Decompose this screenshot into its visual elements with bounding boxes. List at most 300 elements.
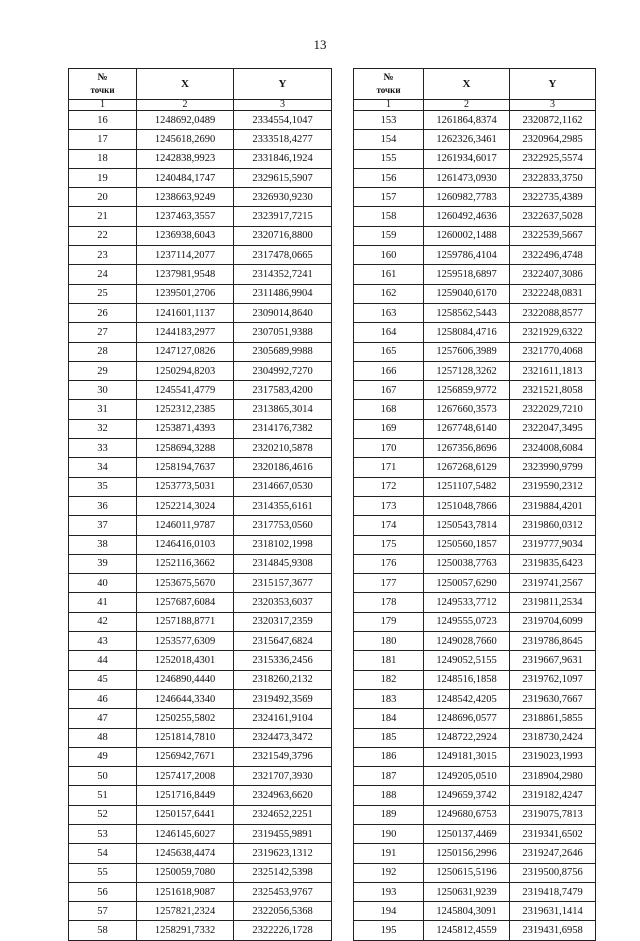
y-coordinate-cell: 2319786,8645 (510, 632, 596, 651)
point-number-cell: 172 (354, 477, 424, 496)
point-number-cell: 161 (354, 265, 424, 284)
point-number-cell: 55 (69, 863, 137, 882)
table-row (69, 477, 332, 496)
table-row (354, 303, 596, 322)
table-row (354, 689, 596, 708)
x-coordinate-cell: 1258084,4716 (424, 323, 510, 342)
point-number-sublabel: точки (376, 85, 401, 95)
point-number-cell: 158 (354, 207, 424, 226)
y-coordinate-cell: 2322047,3495 (510, 419, 596, 438)
y-coordinate-cell: 2324473,3472 (234, 728, 332, 747)
x-coordinate-cell: 1259518,6897 (424, 265, 510, 284)
table-row (69, 439, 332, 458)
table-row (354, 728, 596, 747)
y-coordinate-cell: 2319075,7813 (510, 805, 596, 824)
point-number-cell: 188 (354, 786, 424, 805)
point-number-cell: 34 (69, 458, 137, 477)
table-row (69, 805, 332, 824)
y-header: Y (510, 69, 596, 100)
x-coordinate-cell: 1249181,3015 (424, 747, 510, 766)
table-row (354, 342, 596, 361)
table-row (354, 188, 596, 207)
point-number-sublabel: точки (90, 85, 115, 95)
table-row (69, 824, 332, 843)
point-number-cell: 195 (354, 921, 424, 940)
x-coordinate-cell: 1252018,4301 (137, 651, 234, 670)
point-number-cell: 38 (69, 535, 137, 554)
table-row (69, 670, 332, 689)
x-coordinate-cell: 1241601,1137 (137, 303, 234, 322)
x-coordinate-cell: 1247127,0826 (137, 342, 234, 361)
coordinates-table-left (68, 68, 332, 941)
table-row (354, 554, 596, 573)
y-coordinate-cell: 2324008,6084 (510, 439, 596, 458)
table-row (69, 168, 332, 187)
table-row (354, 844, 596, 863)
y-coordinate-cell: 2317478,0665 (234, 246, 332, 265)
x-coordinate-cell: 1250560,1857 (424, 535, 510, 554)
point-number-cell: 39 (69, 554, 137, 573)
table-row (354, 361, 596, 380)
point-number-cell: 50 (69, 767, 137, 786)
x-coordinate-cell: 1251107,5482 (424, 477, 510, 496)
x-coordinate-cell: 1258291,7332 (137, 921, 234, 940)
x-coordinate-cell: 1250038,7763 (424, 554, 510, 573)
point-number-cell: 37 (69, 516, 137, 535)
point-number-cell: 52 (69, 805, 137, 824)
point-number-cell: 42 (69, 612, 137, 631)
y-coordinate-cell: 2307051,9388 (234, 323, 332, 342)
x-coordinate-cell: 1252214,3024 (137, 496, 234, 515)
x-coordinate-cell: 1249680,6753 (424, 805, 510, 824)
point-number-cell: 43 (69, 632, 137, 651)
point-number-cell: 41 (69, 593, 137, 612)
y-coordinate-cell: 2322637,5028 (510, 207, 596, 226)
x-coordinate-cell: 1258694,3288 (137, 439, 234, 458)
point-number-cell: 176 (354, 554, 424, 573)
table-row (354, 882, 596, 901)
y-coordinate-cell: 2319182,4247 (510, 786, 596, 805)
point-number-cell: 166 (354, 361, 424, 380)
coordinates-body-right (354, 111, 596, 941)
point-number-symbol: № (383, 72, 394, 83)
y-coordinate-cell: 2322833,3750 (510, 168, 596, 187)
table-row (69, 303, 332, 322)
point-number-cell: 46 (69, 689, 137, 708)
x-coordinate-cell: 1257687,6084 (137, 593, 234, 612)
y-coordinate-cell: 2319762,1097 (510, 670, 596, 689)
point-number-cell: 19 (69, 168, 137, 187)
table-row (69, 863, 332, 882)
x-coordinate-cell: 1246644,3340 (137, 689, 234, 708)
point-number-cell: 56 (69, 882, 137, 901)
x-coordinate-cell: 1249205,0510 (424, 767, 510, 786)
table-row (354, 535, 596, 554)
x-coordinate-cell: 1246890,4440 (137, 670, 234, 689)
point-number-cell: 48 (69, 728, 137, 747)
point-number-cell: 162 (354, 284, 424, 303)
table-row (69, 921, 332, 940)
y-coordinate-cell: 2319623,1312 (234, 844, 332, 863)
y-coordinate-cell: 2324963,6620 (234, 786, 332, 805)
table-row (354, 824, 596, 843)
y-coordinate-cell: 2322226,1728 (234, 921, 332, 940)
x-coordinate-cell: 1248722,2924 (424, 728, 510, 747)
y-coordinate-cell: 2311486,9904 (234, 284, 332, 303)
y-coordinate-cell: 2319741,2567 (510, 574, 596, 593)
y-coordinate-cell: 2321521,8058 (510, 381, 596, 400)
x-coordinate-cell: 1250057,6290 (424, 574, 510, 593)
y-coordinate-cell: 2317583,4200 (234, 381, 332, 400)
x-coordinate-cell: 1249555,0723 (424, 612, 510, 631)
table-row (69, 207, 332, 226)
y-coordinate-cell: 2322056,5368 (234, 902, 332, 921)
point-number-cell: 177 (354, 574, 424, 593)
x-coordinate-cell: 1258194,7637 (137, 458, 234, 477)
y-coordinate-cell: 2314176,7382 (234, 419, 332, 438)
y-coordinate-cell: 2317753,0560 (234, 516, 332, 535)
table-row (354, 747, 596, 766)
table-row (69, 130, 332, 149)
y-coordinate-cell: 2323990,9799 (510, 458, 596, 477)
y-coordinate-cell: 2321770,4068 (510, 342, 596, 361)
y-coordinate-cell: 2319455,9891 (234, 824, 332, 843)
y-coordinate-cell: 2319811,2534 (510, 593, 596, 612)
point-number-cell: 192 (354, 863, 424, 882)
point-number-cell: 57 (69, 902, 137, 921)
x-coordinate-cell: 1250156,2996 (424, 844, 510, 863)
y-coordinate-cell: 2320186,4616 (234, 458, 332, 477)
x-coordinate-cell: 1248696,0577 (424, 709, 510, 728)
y-coordinate-cell: 2319884,4201 (510, 496, 596, 515)
column-index: 3 (510, 100, 596, 111)
x-coordinate-cell: 1248516,1858 (424, 670, 510, 689)
point-number-cell: 40 (69, 574, 137, 593)
table-row (354, 786, 596, 805)
y-coordinate-cell: 2322029,7210 (510, 400, 596, 419)
table-row (354, 419, 596, 438)
x-coordinate-cell: 1246011,9787 (137, 516, 234, 535)
point-number-cell: 173 (354, 496, 424, 515)
x-coordinate-cell: 1251814,7810 (137, 728, 234, 747)
point-number-cell: 155 (354, 149, 424, 168)
column-index: 2 (424, 100, 510, 111)
point-number-cell: 58 (69, 921, 137, 940)
x-coordinate-cell: 1250543,7814 (424, 516, 510, 535)
y-coordinate-cell: 2322735,4389 (510, 188, 596, 207)
table-row (69, 323, 332, 342)
x-coordinate-cell: 1261473,0930 (424, 168, 510, 187)
x-coordinate-cell: 1259786,4104 (424, 246, 510, 265)
x-coordinate-cell: 1242838,9923 (137, 149, 234, 168)
y-coordinate-cell: 2319431,6958 (510, 921, 596, 940)
y-coordinate-cell: 2321707,3930 (234, 767, 332, 786)
y-coordinate-cell: 2315157,3677 (234, 574, 332, 593)
column-index-row (354, 100, 596, 111)
point-number-cell: 36 (69, 496, 137, 515)
point-number-cell: 44 (69, 651, 137, 670)
table-row (69, 593, 332, 612)
point-number-cell: 21 (69, 207, 137, 226)
y-coordinate-cell: 2319247,2646 (510, 844, 596, 863)
x-coordinate-cell: 1249052,5155 (424, 651, 510, 670)
table-row (69, 709, 332, 728)
x-coordinate-cell: 1250059,7080 (137, 863, 234, 882)
table-row (69, 111, 332, 130)
y-coordinate-cell: 2319777,9034 (510, 535, 596, 554)
x-coordinate-cell: 1246416,0103 (137, 535, 234, 554)
point-number-cell: 167 (354, 381, 424, 400)
x-coordinate-cell: 1250255,5802 (137, 709, 234, 728)
table-row (354, 709, 596, 728)
table-row (354, 111, 596, 130)
table-row (354, 400, 596, 419)
table-row (69, 149, 332, 168)
table-row (354, 477, 596, 496)
y-coordinate-cell: 2334554,1047 (234, 111, 332, 130)
table-row (354, 323, 596, 342)
table-row (69, 419, 332, 438)
point-number-cell: 193 (354, 882, 424, 901)
y-coordinate-cell: 2304992,7270 (234, 361, 332, 380)
y-coordinate-cell: 2320964,2985 (510, 130, 596, 149)
point-number-cell: 23 (69, 246, 137, 265)
x-coordinate-cell: 1237463,3557 (137, 207, 234, 226)
point-number-header (69, 69, 137, 100)
x-coordinate-cell: 1257606,3989 (424, 342, 510, 361)
point-number-cell: 189 (354, 805, 424, 824)
page-number: 13 (313, 37, 327, 52)
y-coordinate-cell: 2319500,8756 (510, 863, 596, 882)
x-coordinate-cell: 1257188,8771 (137, 612, 234, 631)
x-coordinate-cell: 1253773,5031 (137, 477, 234, 496)
column-index-row (69, 100, 332, 111)
point-number-cell: 194 (354, 902, 424, 921)
y-coordinate-cell: 2331846,1924 (234, 149, 332, 168)
point-number-cell: 186 (354, 747, 424, 766)
x-coordinate-cell: 1245638,4474 (137, 844, 234, 863)
y-coordinate-cell: 2320317,2359 (234, 612, 332, 631)
y-coordinate-cell: 2318102,1998 (234, 535, 332, 554)
point-number-cell: 35 (69, 477, 137, 496)
y-coordinate-cell: 2333518,4277 (234, 130, 332, 149)
x-coordinate-cell: 1253871,4393 (137, 419, 234, 438)
y-coordinate-cell: 2322407,3086 (510, 265, 596, 284)
x-coordinate-cell: 1249028,7660 (424, 632, 510, 651)
x-coordinate-cell: 1244183,2977 (137, 323, 234, 342)
y-coordinate-cell: 2319631,1414 (510, 902, 596, 921)
x-coordinate-cell: 1249659,3742 (424, 786, 510, 805)
point-number-cell: 184 (354, 709, 424, 728)
x-coordinate-cell: 1256942,7671 (137, 747, 234, 766)
table-row (354, 458, 596, 477)
table-row (69, 342, 332, 361)
point-number-cell: 24 (69, 265, 137, 284)
point-number-cell: 174 (354, 516, 424, 535)
table-row (69, 226, 332, 245)
point-number-cell: 160 (354, 246, 424, 265)
point-number-cell: 181 (354, 651, 424, 670)
x-coordinate-cell: 1252116,3662 (137, 554, 234, 573)
point-number-cell: 190 (354, 824, 424, 843)
x-coordinate-cell: 1260492,4636 (424, 207, 510, 226)
y-coordinate-cell: 2319492,3569 (234, 689, 332, 708)
y-coordinate-cell: 2326930,9230 (234, 188, 332, 207)
x-coordinate-cell: 1260982,7783 (424, 188, 510, 207)
table-row (69, 188, 332, 207)
x-coordinate-cell: 1253577,6309 (137, 632, 234, 651)
point-number-cell: 30 (69, 381, 137, 400)
x-coordinate-cell: 1239501,2706 (137, 284, 234, 303)
table-row (354, 439, 596, 458)
point-number-cell: 45 (69, 670, 137, 689)
y-coordinate-cell: 2321611,1813 (510, 361, 596, 380)
table-row (354, 632, 596, 651)
x-coordinate-cell: 1245541,4779 (137, 381, 234, 400)
column-index: 3 (234, 100, 332, 111)
table-row (69, 516, 332, 535)
table-row (69, 767, 332, 786)
table-row (354, 265, 596, 284)
x-coordinate-cell: 1267660,3573 (424, 400, 510, 419)
x-coordinate-cell: 1253675,5670 (137, 574, 234, 593)
x-coordinate-cell: 1248692,0489 (137, 111, 234, 130)
y-coordinate-cell: 2325142,5398 (234, 863, 332, 882)
y-coordinate-cell: 2319418,7479 (510, 882, 596, 901)
table-row (354, 921, 596, 940)
table-row (69, 458, 332, 477)
column-index: 1 (354, 100, 424, 111)
y-coordinate-cell: 2314352,7241 (234, 265, 332, 284)
table-row (354, 381, 596, 400)
y-coordinate-cell: 2319835,6423 (510, 554, 596, 573)
point-number-cell: 27 (69, 323, 137, 342)
point-number-cell: 159 (354, 226, 424, 245)
y-coordinate-cell: 2318730,2424 (510, 728, 596, 747)
point-number-cell: 154 (354, 130, 424, 149)
point-number-cell: 18 (69, 149, 137, 168)
y-header: Y (234, 69, 332, 100)
table-row (354, 670, 596, 689)
table-row (354, 593, 596, 612)
point-number-cell: 16 (69, 111, 137, 130)
point-number-cell: 54 (69, 844, 137, 863)
y-coordinate-cell: 2318904,2980 (510, 767, 596, 786)
table-row (69, 632, 332, 651)
x-coordinate-cell: 1258562,5443 (424, 303, 510, 322)
table-row (354, 149, 596, 168)
x-coordinate-cell: 1261864,8374 (424, 111, 510, 130)
x-coordinate-cell: 1250294,8203 (137, 361, 234, 380)
table-row (69, 786, 332, 805)
x-coordinate-cell: 1245618,2690 (137, 130, 234, 149)
table-row (69, 265, 332, 284)
x-coordinate-cell: 1236938,6043 (137, 226, 234, 245)
point-number-cell: 28 (69, 342, 137, 361)
y-coordinate-cell: 2319667,9631 (510, 651, 596, 670)
x-coordinate-cell: 1238663,9249 (137, 188, 234, 207)
x-coordinate-cell: 1245804,3091 (424, 902, 510, 921)
point-number-cell: 17 (69, 130, 137, 149)
table-row (354, 612, 596, 631)
x-coordinate-cell: 1267356,8696 (424, 439, 510, 458)
coordinates-body-left (69, 111, 332, 941)
point-number-cell: 157 (354, 188, 424, 207)
table-row (69, 882, 332, 901)
x-coordinate-cell: 1251048,7866 (424, 496, 510, 515)
x-header: X (137, 69, 234, 100)
y-coordinate-cell: 2315647,6824 (234, 632, 332, 651)
x-coordinate-cell: 1249533,7712 (424, 593, 510, 612)
table-row (69, 381, 332, 400)
table-row (354, 246, 596, 265)
table-row (354, 168, 596, 187)
y-coordinate-cell: 2319590,2312 (510, 477, 596, 496)
y-coordinate-cell: 2319860,0312 (510, 516, 596, 535)
table-row (69, 689, 332, 708)
x-header: X (424, 69, 510, 100)
y-coordinate-cell: 2318260,2132 (234, 670, 332, 689)
table-row (69, 400, 332, 419)
y-coordinate-cell: 2322248,0831 (510, 284, 596, 303)
point-number-cell: 29 (69, 361, 137, 380)
y-coordinate-cell: 2329615,5907 (234, 168, 332, 187)
y-coordinate-cell: 2318861,5855 (510, 709, 596, 728)
point-number-cell: 187 (354, 767, 424, 786)
point-number-cell: 31 (69, 400, 137, 419)
x-coordinate-cell: 1260002,1488 (424, 226, 510, 245)
y-coordinate-cell: 2325453,9767 (234, 882, 332, 901)
y-coordinate-cell: 2313865,3014 (234, 400, 332, 419)
x-coordinate-cell: 1250137,4469 (424, 824, 510, 843)
y-coordinate-cell: 2315336,2456 (234, 651, 332, 670)
header-row (354, 69, 596, 100)
point-number-cell: 171 (354, 458, 424, 477)
table-row (354, 574, 596, 593)
table-row (69, 728, 332, 747)
table-row (354, 651, 596, 670)
table-row (354, 496, 596, 515)
point-number-cell: 51 (69, 786, 137, 805)
header-row (69, 69, 332, 100)
x-coordinate-cell: 1262326,3461 (424, 130, 510, 149)
point-number-header (354, 69, 424, 100)
x-coordinate-cell: 1261934,6017 (424, 149, 510, 168)
column-index: 2 (137, 100, 234, 111)
table-row (354, 130, 596, 149)
point-number-cell: 49 (69, 747, 137, 766)
x-coordinate-cell: 1267748,6140 (424, 419, 510, 438)
point-number-symbol: № (97, 72, 108, 83)
x-coordinate-cell: 1257821,2324 (137, 902, 234, 921)
table-row (354, 863, 596, 882)
point-number-cell: 163 (354, 303, 424, 322)
point-number-cell: 185 (354, 728, 424, 747)
y-coordinate-cell: 2309014,8640 (234, 303, 332, 322)
x-coordinate-cell: 1250157,6441 (137, 805, 234, 824)
x-coordinate-cell: 1246145,6027 (137, 824, 234, 843)
x-coordinate-cell: 1251618,9087 (137, 882, 234, 901)
point-number-cell: 156 (354, 168, 424, 187)
y-coordinate-cell: 2314355,6161 (234, 496, 332, 515)
table-row (69, 535, 332, 554)
y-coordinate-cell: 2322539,5667 (510, 226, 596, 245)
y-coordinate-cell: 2324652,2251 (234, 805, 332, 824)
column-index: 1 (69, 100, 137, 111)
point-number-cell: 165 (354, 342, 424, 361)
y-coordinate-cell: 2322925,5574 (510, 149, 596, 168)
point-number-cell: 178 (354, 593, 424, 612)
